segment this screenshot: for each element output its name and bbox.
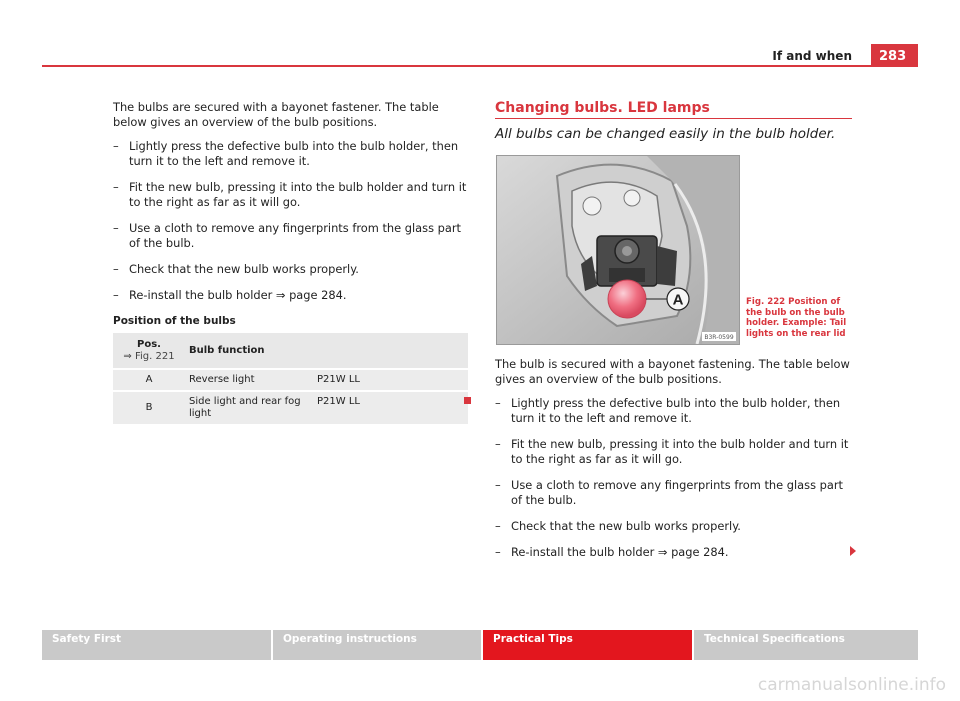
col-pos-label: Pos. <box>137 339 161 350</box>
cell-pos: B <box>113 391 185 424</box>
page-number-box <box>871 44 918 67</box>
dash-bullet: – <box>113 221 119 235</box>
continue-arrow-icon <box>850 546 856 556</box>
cell-pos: A <box>113 369 185 391</box>
running-header-title: If and when <box>772 49 852 63</box>
step-text: Use a cloth to remove any fingerprints from the glass part of the bulb. <box>511 478 843 507</box>
right-steps <box>495 396 855 560</box>
left-column <box>113 100 469 424</box>
dash-bullet: – <box>495 478 501 492</box>
cell-type: P21W LL <box>313 391 468 424</box>
step-text-page-link[interactable]: Re-install the bulb holder ⇒ page 284. <box>129 288 347 302</box>
table-row <box>113 369 468 391</box>
end-of-section-icon <box>464 397 471 404</box>
step-item <box>495 437 855 467</box>
bulb-holder-figure <box>496 155 740 345</box>
cell-function: Side light and rear fog light <box>185 391 313 424</box>
dash-bullet: – <box>113 180 119 194</box>
footer-tab-practical-tips[interactable]: Practical Tips <box>483 630 692 660</box>
step-text: Use a cloth to remove any fingerprints from the glass part of the bulb. <box>129 221 461 250</box>
footer-tab-operating-instructions[interactable]: Operating instructions <box>273 630 481 660</box>
step-text: Check that the new bulb works properly. <box>129 262 359 276</box>
footer-nav <box>42 630 918 660</box>
step-item <box>495 396 855 426</box>
dash-bullet: – <box>495 437 501 451</box>
step-item <box>495 545 855 560</box>
cell-type: P21W LL <box>313 369 468 391</box>
figure-code: B3R-0599 <box>704 334 734 341</box>
left-steps <box>113 139 469 303</box>
dash-bullet: – <box>113 139 119 153</box>
bulb-position-table <box>113 333 468 424</box>
footer-tab-technical-specifications[interactable]: Technical Specifications <box>694 630 918 660</box>
step-text: Check that the new bulb works properly. <box>511 519 741 533</box>
step-item <box>113 221 469 251</box>
table-row <box>113 391 468 424</box>
cell-function: Reverse light <box>185 369 313 391</box>
dash-bullet: – <box>113 288 119 302</box>
step-item <box>113 288 469 303</box>
dash-bullet: – <box>495 396 501 410</box>
step-item <box>113 262 469 277</box>
dash-bullet: – <box>495 519 501 533</box>
footer-tab-safety-first[interactable]: Safety First <box>42 630 271 660</box>
col-header-pos <box>113 333 185 369</box>
step-text-page-link[interactable]: Re-install the bulb holder ⇒ page 284. <box>511 545 729 559</box>
step-item <box>113 180 469 210</box>
figure-caption: Fig. 222 Position of the bulb on the bulb holder. Example: Tail lights on the rear lid <box>746 297 847 339</box>
dash-bullet: – <box>495 545 501 559</box>
figure-label-a: A <box>672 291 684 309</box>
step-text: Fit the new bulb, pressing it into the bulb holder and turn it to the right as far as it will go. <box>129 180 467 209</box>
watermark: carmanualsonline.info <box>757 675 946 695</box>
col-header-function: Bulb function <box>185 333 313 369</box>
step-item <box>495 519 855 534</box>
section-title: Changing bulbs. LED lamps <box>495 100 710 116</box>
section-lead: All bulbs can be changed easily in the bulb holder. <box>495 126 836 142</box>
step-text: Lightly press the defective bulb into the bulb holder, then turn it to the left and remove it. <box>129 139 459 168</box>
table-heading: Position of the bulbs <box>113 315 236 327</box>
col-header-type <box>313 333 468 369</box>
col-pos-fig-link[interactable]: ⇒ Fig. 221 <box>123 351 175 362</box>
header-rule <box>42 65 918 67</box>
bulb-holder-illustration <box>497 156 739 344</box>
left-intro: The bulbs are secured with a bayonet fastener. The table below gives an overview of the bulb positions. <box>113 100 439 129</box>
section-rule <box>495 118 852 119</box>
table-header-row <box>113 333 468 369</box>
step-item <box>113 139 469 169</box>
page-number: 283 <box>879 49 907 64</box>
right-column <box>495 357 855 571</box>
step-text: Fit the new bulb, pressing it into the bulb holder and turn it to the right as far as it will go. <box>511 437 849 466</box>
right-intro: The bulb is secured with a bayonet fastening. The table below gives an overview of the bulb positions. <box>495 357 850 386</box>
step-text: Lightly press the defective bulb into the bulb holder, then turn it to the left and remove it. <box>511 396 841 425</box>
dash-bullet: – <box>113 262 119 276</box>
step-item <box>495 478 855 508</box>
